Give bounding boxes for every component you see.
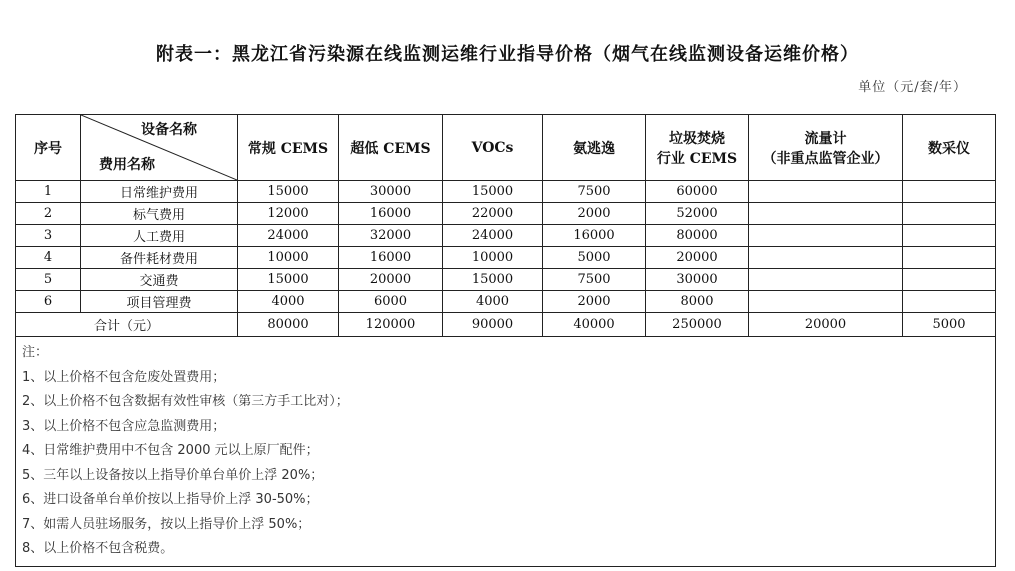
header-col: 超低 CEMS bbox=[339, 115, 443, 181]
header-col: 数采仪 bbox=[903, 115, 996, 181]
row-fee-name: 日常维护费用 bbox=[81, 181, 238, 203]
row-no: 2 bbox=[16, 203, 81, 225]
row-value bbox=[903, 291, 996, 313]
row-value bbox=[903, 181, 996, 203]
unit-label: 单位（元/套/年） bbox=[858, 80, 967, 95]
total-value: 5000 bbox=[903, 313, 996, 337]
header-row bbox=[16, 115, 996, 181]
row-value: 60000 bbox=[646, 181, 749, 203]
row-value: 10000 bbox=[238, 247, 339, 269]
header-diagonal-cell bbox=[81, 115, 238, 181]
row-value bbox=[903, 225, 996, 247]
header-col: 流量计 （非重点监管企业） bbox=[749, 115, 903, 181]
row-value: 7500 bbox=[543, 181, 646, 203]
note-line: 2、以上价格不包含数据有效性审核（第三方手工比对）； bbox=[22, 394, 349, 409]
total-value: 90000 bbox=[443, 313, 543, 337]
row-value: 16000 bbox=[339, 203, 443, 225]
total-row bbox=[16, 313, 996, 337]
note-line: 4、日常维护费用中不包含 2000 元以上原厂配件； bbox=[22, 443, 319, 458]
header-col: 垃圾焚烧 行业 CEMS bbox=[646, 115, 749, 181]
row-value: 15000 bbox=[443, 269, 543, 291]
total-value: 80000 bbox=[238, 313, 339, 337]
total-value: 20000 bbox=[749, 313, 903, 337]
row-value: 80000 bbox=[646, 225, 749, 247]
row-value: 7500 bbox=[543, 269, 646, 291]
note-line: 8、以上价格不包含税费。 bbox=[22, 541, 174, 556]
table-row bbox=[16, 225, 996, 247]
row-value: 5000 bbox=[543, 247, 646, 269]
row-value: 15000 bbox=[443, 181, 543, 203]
page-title: 附表一：黑龙江省污染源在线监测运维行业指导价格（烟气在线监测设备运维价格） bbox=[156, 44, 859, 65]
row-value bbox=[903, 203, 996, 225]
row-value bbox=[903, 269, 996, 291]
row-no: 3 bbox=[16, 225, 81, 247]
row-no: 1 bbox=[16, 181, 81, 203]
row-value: 32000 bbox=[339, 225, 443, 247]
table-row bbox=[16, 269, 996, 291]
table-row bbox=[16, 203, 996, 225]
row-value bbox=[903, 247, 996, 269]
row-value: 52000 bbox=[646, 203, 749, 225]
row-value bbox=[749, 247, 903, 269]
row-value: 10000 bbox=[443, 247, 543, 269]
total-label: 合计（元） bbox=[16, 313, 238, 337]
row-value: 16000 bbox=[339, 247, 443, 269]
row-value: 16000 bbox=[543, 225, 646, 247]
row-value: 12000 bbox=[238, 203, 339, 225]
header-col: 常规 CEMS bbox=[238, 115, 339, 181]
header-fee-name: 费用名称 bbox=[99, 157, 155, 173]
row-value: 24000 bbox=[238, 225, 339, 247]
note-line: 3、以上价格不包含应急监测费用； bbox=[22, 418, 226, 434]
header-col: VOCs bbox=[443, 115, 543, 181]
row-value: 15000 bbox=[238, 269, 339, 291]
row-value: 22000 bbox=[443, 203, 543, 225]
row-no: 6 bbox=[16, 291, 81, 313]
note-line: 1、以上价格不包含危废处置费用； bbox=[22, 369, 226, 385]
row-value: 2000 bbox=[543, 291, 646, 313]
total-value: 120000 bbox=[339, 313, 443, 337]
row-value bbox=[749, 269, 903, 291]
row-value: 6000 bbox=[339, 291, 443, 313]
row-no: 5 bbox=[16, 269, 81, 291]
row-fee-name: 备件耗材费用 bbox=[81, 247, 238, 269]
row-value: 24000 bbox=[443, 225, 543, 247]
note-line: 注： bbox=[22, 345, 49, 360]
price-table bbox=[15, 114, 996, 567]
row-value: 30000 bbox=[646, 269, 749, 291]
table-row bbox=[16, 247, 996, 269]
note-line: 5、三年以上设备按以上指导价单台单价上浮 20%； bbox=[22, 467, 324, 483]
note-line: 7、如需人员驻场服务，按以上指导价上浮 50%； bbox=[22, 516, 311, 532]
row-value: 4000 bbox=[238, 291, 339, 313]
row-value: 4000 bbox=[443, 291, 543, 313]
header-equip-name: 设备名称 bbox=[141, 122, 197, 138]
row-fee-name: 交通费 bbox=[81, 269, 238, 291]
row-value bbox=[749, 225, 903, 247]
row-value: 30000 bbox=[339, 181, 443, 203]
row-value: 8000 bbox=[646, 291, 749, 313]
table-row bbox=[16, 181, 996, 203]
row-no: 4 bbox=[16, 247, 81, 269]
notes-cell bbox=[16, 337, 996, 567]
note-line: 6、进口设备单台单价按以上指导价上浮 30-50%； bbox=[22, 492, 319, 507]
header-seq: 序号 bbox=[16, 115, 81, 181]
total-value: 250000 bbox=[646, 313, 749, 337]
notes-row bbox=[16, 337, 996, 567]
row-value bbox=[749, 181, 903, 203]
row-value: 2000 bbox=[543, 203, 646, 225]
row-fee-name: 标气费用 bbox=[81, 203, 238, 225]
total-value: 40000 bbox=[543, 313, 646, 337]
row-fee-name: 项目管理费 bbox=[81, 291, 238, 313]
row-value: 15000 bbox=[238, 181, 339, 203]
row-value: 20000 bbox=[339, 269, 443, 291]
header-col: 氨逃逸 bbox=[543, 115, 646, 181]
row-value bbox=[749, 203, 903, 225]
row-value: 20000 bbox=[646, 247, 749, 269]
row-value bbox=[749, 291, 903, 313]
row-fee-name: 人工费用 bbox=[81, 225, 238, 247]
table-row bbox=[16, 291, 996, 313]
